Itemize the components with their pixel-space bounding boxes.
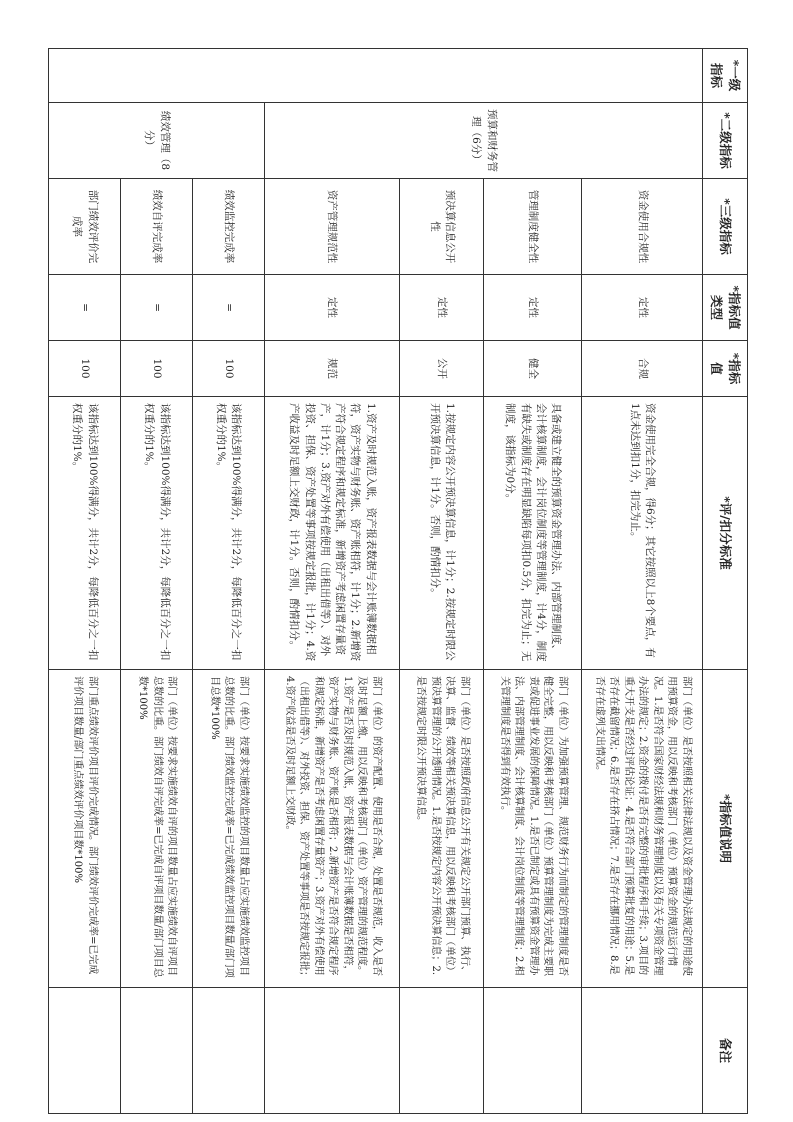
l1-cell xyxy=(49,49,703,103)
remark-cell xyxy=(49,988,121,1114)
type-cell: 定性 xyxy=(400,275,484,341)
type-cell: = xyxy=(192,275,264,341)
standard-cell: 1.资产及时规范入账，资产报表数据与会计账簿数据相符，资产实物与财务账、资产账相符，计1分；2.新增资产符合规定程序和规定标准，新增资产考虑闲置存量资产，计1分；3.资产对外有偿使用（出租出借等）、对外投资、担保、资产处置等事项按规定报批，计1分；4.资产收益及时足额上交财政，计1分。否则，酌情扣分。 xyxy=(264,397,400,670)
value-cell: 100 xyxy=(49,341,121,397)
l3-cell: 管理制度健全性 xyxy=(484,179,582,275)
indicator-table xyxy=(48,48,748,1114)
l2-group-performance: 绩效管理（8分） xyxy=(49,103,265,179)
type-cell: = xyxy=(49,275,121,341)
desc-cell: 部门（单位）按要求实施绩效自评的项目数量占应实施绩效自评项目总数的比重。部门绩效自评完成率=已完成自评项目数量/部门项目总数*100% xyxy=(120,670,192,988)
remark-cell xyxy=(264,988,400,1114)
type-cell: 定性 xyxy=(484,275,582,341)
l3-cell: 部门绩效评价完成率 xyxy=(49,179,121,275)
table-row xyxy=(120,49,192,1114)
header-desc: *指标值说明 xyxy=(703,670,748,988)
standard-cell: 该指标达到100%得满分，共计2分，每降低百分之一扣权重分的1%。 xyxy=(49,397,121,670)
table-row xyxy=(264,49,400,1114)
remark-cell xyxy=(484,988,582,1114)
header-standard: *评/扣分标准 xyxy=(703,397,748,670)
rotated-table-wrapper xyxy=(48,48,748,1113)
value-cell: 合规 xyxy=(581,341,702,397)
standard-cell: 资金使用完全合规，得6分；其它按照以上8个要点，有1点未达到扣1分，扣完为止。 xyxy=(581,397,702,670)
remark-cell xyxy=(192,988,264,1114)
standard-cell: 1.按规定内容公开预决算信息，计1分；2.按规定时限公开预决算信息，计1分。否则，酌情扣分。 xyxy=(400,397,484,670)
l3-cell: 绩效自评完成率 xyxy=(120,179,192,275)
standard-cell: 该指标达到100%得满分，共计2分，每降低百分之一扣权重分的1%。 xyxy=(120,397,192,670)
value-cell: 公开 xyxy=(400,341,484,397)
table-row xyxy=(581,49,702,1114)
standard-cell: 具备或建立健全的预算资金管理办法、内部管理制度、会计核算制度，会计岗位制度等管理制度，计4分，制度有缺失或制度存在明显缺陷每项扣0.5分，扣完为止；无制度，该指标为0分。 xyxy=(484,397,582,670)
desc-cell: 部门（单位）的资产配置、使用是否合规，处置是否规范，收入是否及时足额上缴，用以反映和考核部门（单位）资产管理的规范程度。1.资产是否及时规范入账，资产报表数据与会计账簿数据是否相符，资产实物与财务账、资产账是否相符；2.新增资产是否符合规定程序和规定标准，新增资产是否考虑闲置存量资产；3.资产对外有偿使用（出租出借等）、对外投资、担保、资产处置等事项是否按规定报批；4.资产收益是否及时足额上交财政。 xyxy=(264,670,400,988)
table-row xyxy=(484,49,582,1114)
value-cell: 100 xyxy=(192,341,264,397)
l2-group-finance: 预算和财务管理（6分） xyxy=(264,103,702,179)
header-type: *指标值类型 xyxy=(703,275,748,341)
table-row xyxy=(192,49,264,1114)
type-cell: 定性 xyxy=(581,275,702,341)
remark-cell xyxy=(581,988,702,1114)
value-cell: 健全 xyxy=(484,341,582,397)
type-cell: = xyxy=(120,275,192,341)
header-remark: 备注 xyxy=(703,988,748,1114)
l3-cell: 资产管理规范性 xyxy=(264,179,400,275)
type-cell: 定性 xyxy=(264,275,400,341)
l3-cell: 预决算信息公开性 xyxy=(400,179,484,275)
l3-cell: 绩效监控完成率 xyxy=(192,179,264,275)
header-value: *指标值 xyxy=(703,341,748,397)
header-l3: *三级指标 xyxy=(703,179,748,275)
value-cell: 100 xyxy=(120,341,192,397)
l3-cell: 资金使用合规性 xyxy=(581,179,702,275)
desc-cell: 部门（单位）按要求实施绩效监控的项目数量占应实施绩效监控项目总数的比重。部门绩效监控完成率=已完成绩效监控项目数量/部门项目总数*100% xyxy=(192,670,264,988)
desc-cell: 部门（单位）是否按照政府信息公开有关规定公开部门预算、执行、决算、监督、绩效等相关预决算信息，用以反映和考核部门（单位）预决算管理的公开透明情况。1.是否按规定内容公开预决算信息；2.是否按规定时限公开预决算信息。 xyxy=(400,670,484,988)
standard-cell: 该指标达到100%得满分，共计2分，每降低百分之一扣权重分的1%。 xyxy=(192,397,264,670)
desc-cell: 部门重点绩效评价项目评价完成情况。部门绩效评价完成率=已完成评价项目数量/部门重点绩效评价项目数*100% xyxy=(49,670,121,988)
remark-cell xyxy=(120,988,192,1114)
table-row xyxy=(400,49,484,1114)
table-row xyxy=(49,49,121,1114)
remark-cell xyxy=(400,988,484,1114)
desc-cell: 部门（单位）为加强预算管理、规范财务行为而制定的管理制度是否健全完整，用以反映和考核部门（单位）预算管理制度为完成主要职责或促进事业发展的保障情况。1.是否已制定或具有预算资金管理办法、内部管理制度、会计核算制度、会计岗位制度等管理制度；2.相关管理制度是否得到有效执行。 xyxy=(484,670,582,988)
header-row xyxy=(703,49,748,1114)
value-cell: 规范 xyxy=(264,341,400,397)
header-l2: *二级指标 xyxy=(703,103,748,179)
desc-cell: 部门（单位）是否按照相关法律法规以及资金管理办法规定的用途使用预算资金，用以反映和考核部门（单位）预算资金的规范运行情况。1.是否符合国家财经法规和财务管理制度以及有关专项资金管理办法的规定；2.资金的拨付是否有完整的审批程序和手续；3.项目的重大开支是否经过评估论证；4.是否符合部门预算批复的用途；5.是否存在截留情况；6.是否存在挤占情况；7.是否存在挪用情况；8.是否存在虚列支出情况。 xyxy=(581,670,702,988)
header-l1: *一级指标 xyxy=(703,49,748,103)
